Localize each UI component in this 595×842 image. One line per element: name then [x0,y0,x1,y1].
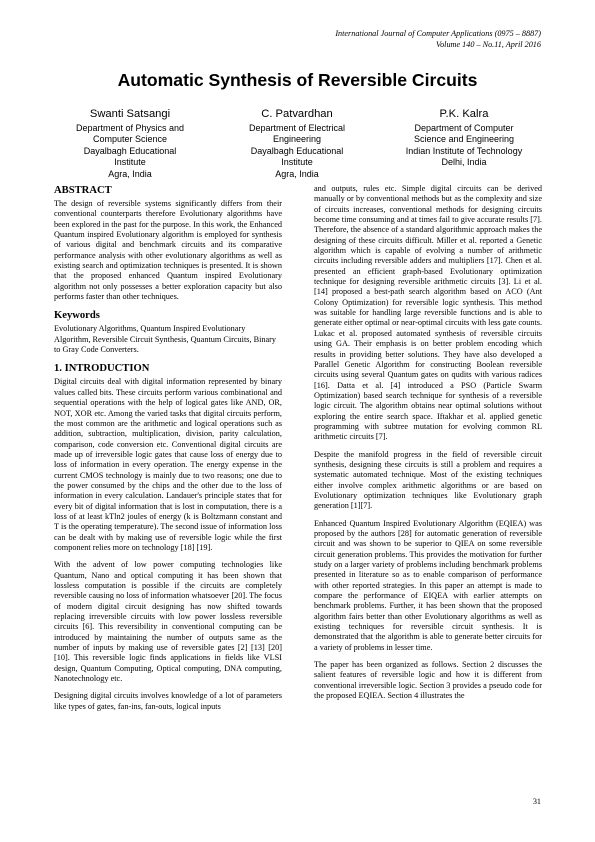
journal-volume: Volume 140 – No.11, April 2016 [436,39,541,49]
author-affiliation-line: Department of Electrical [248,123,346,133]
author-affiliation-line: Engineering [272,134,322,145]
body-paragraph: Enhanced Quantum Inspired Evolutionary Algorithm (EQIEA) was proposed by the authors [28] for automatic generation of reversible circuit and was shown to be superior to QIEA on some reversible circuit generation problems. This provides the motivation for further study on a larger variety of problems including benchmark problems presented in literature so as to enable comparison of performance with other reported strategies. In this paper an attempt is made to compare the performance of EIQEA with earlier attempts on benchmark problems. Further, it has been shown that the proposed algorithm fairs better than other Evolutionary algorithms as well as existing techniques for reversible circuit synthesis. It is demonstrated that the algorithm is able to generate better circuits for a variety of problems in lesser time. [314,518,542,652]
author-block [385,107,543,169]
author-affiliation-line: Science and Engineering [413,134,515,145]
author-affiliation-line: Department of Physics and [75,123,185,133]
author-name: C. Patvardhan [261,108,333,120]
abstract-heading: ABSTRACT [54,185,112,196]
journal-name: International Journal of Computer Applications (0975 – 8887) [335,29,541,38]
author-affiliation-line: Agra, India [108,168,152,179]
author-affiliation-line: Dayalbagh Educational [83,145,177,156]
keywords-heading: Keywords [54,310,100,322]
author-name: P.K. Kalra [439,108,489,120]
author-affiliation-line: Delhi, India [441,157,487,168]
paper-title: Automatic Synthesis of Reversible Circuits [117,70,478,90]
left-column [54,184,282,719]
journal-header [335,29,541,50]
author-affiliation-line: Institute [281,157,313,168]
body-paragraph: and outputs, rules etc. Simple digital circuits can be derived manually or by conventional methods but as the complexity and size of circuits increases, conventional methods for designing circuits become time consuming and at times fail to give accurate results [7]. Therefore, the absence of a standard algorithmic approach makes the designing of these circuits difficult. Miller et al. reported a Genetic algorithm which is capable of evolving a number of arithmetic circuits including reversible adders and multipliers [17]. Chen et al. presented an efficient graph-based Evolutionary optimization technique for designing reversible arithmetic circuits [3]. Li et al. [14] proposed a best-path search algorithm based on ACO (Ant Colony Optimization) for reversible logic synthesis. This method was suitable for handling large reversible functions and is able to generate either optimal or near-optimal circuits with less gate counts. Lukac et al. proposed automated synthesis of reversible circuits using GA. Their emphasis is on better problem encoding which results in providing better solutions. They have also developed a Parallel Genetic Algorithm for constructing Boolean reversible circuits using several Quantum gates on qudits with various radices [16]. Datta et al. [4] introduced a PSO (Particle Swarm Optimization) based search technique for synthesis of a reversible logic circuit. The algorithm obtains near optimal solutions without exploring the entire search space. Iftakhar et al. applied genetic programming with subtree mutation for evolving common RL arithmetic circuits [7]. [314,184,543,442]
body-paragraph: Digital circuits deal with digital information represented by binary values called bits. These circuits perform various combinational and sequential operations with the help of logical gates like AND, OR, NOT, XOR etc. Among the varied tasks that digital circuits perform, the most common are the arithmetic and logical operations such as addition, subtraction, multiplication, division, parity calculation, comparison, code conversion etc. Conventional digital circuits are made up of irreversible logic gates that cause loss of energy due to loss of information in every operation. The energy expense in the current CMOS technology is mainly due to two reasons; one due to the power consumed by the chips and the other due to the loss of information in every calculation. Landauer's principle states that for every bit of digital information that is lost in computation, there is a loss of at least kTln2 joules of energy (k is Boltzmann constant and T is the operating temperature). The second issue of information loss can be dealt with by making use of reversible logic while the first component relies more on technology [18] [19]. [54,377,282,552]
author-affiliation-line: Computer Science [92,134,168,145]
author-block [55,107,205,180]
abstract-text: The design of reversible systems significantly differs from their conventional counterparts therefore Evolutionary algorithms have been explored in the past for the purpose. In this work, the Enhanced Quantum inspired Evolutionary algorithm is employed for synthesis of various digital and benchmark circuits and its comparative performance analysis with other evolutionary algorithms as well as existing search and optimization techniques is presented. It is shown that the proposed enhanced Quantum inspired Evolutionary algorithm not only possesses a better exploration capacity but also performs faster than other techniques. [54,199,282,302]
body-paragraph: Despite the manifold progress in the field of reversible circuit synthesis, designing these circuits is still a problem and requires a systematic automated technique. Most of the existing techniques either involve complex arithmetic algorithms or are based on Evolutionary optimization techniques like Evolutionary graph generation [1][7]. [314,449,542,511]
page-number: 31 [532,797,541,806]
author-affiliation-line: Institute [114,157,146,168]
author-affiliation-line: Indian Institute of Technology [405,145,523,156]
author-block [222,107,372,180]
right-column [314,184,542,709]
body-paragraph: Designing digital circuits involves knowledge of a lot of parameters like types of gates, fan-ins, fan-outs, logical inputs [54,691,282,711]
body-paragraph: The paper has been organized as follows. Section 2 discusses the salient features of reversible logic and how it is different from conventional irreversible logic. Section 3 provides a pseudo code for the proposed EQIEA. Section 4 illustrates the [314,660,542,701]
introduction-heading: 1. INTRODUCTION [54,363,150,375]
keywords-text: Evolutionary Algorithms, Quantum Inspired Evolutionary Algorithm, Reversible Circuit Synthesis, Quantum Circuits, Binary to Gray Code Converters. [54,324,277,355]
author-affiliation-line: Dayalbagh Educational [250,145,344,156]
author-affiliation-line: Department of Computer [414,123,514,133]
body-paragraph: With the advent of low power computing technologies like Quantum, Nano and optical computing it has been shown that lossless computation is possible if the circuits are completely reversible causing no loss of information whatsoever [20]. The focus of modern digital circuit designing has now shifted towards replacing irreversible circuits with low power lossless reversible circuits [6]. This reversibility in conventional computing can be introduced by maintaining the number of outputs same as the number of inputs by making use of reversible gates [2] [13] [20] [10]. This reversible logic finds applications in fields like VLSI design, Quantum Computing, Optical computing, DNA computing, Nanotechnology etc. [54,560,282,684]
author-name: Swanti Satsangi [89,108,171,120]
author-affiliation-line: Agra, India [275,168,319,179]
